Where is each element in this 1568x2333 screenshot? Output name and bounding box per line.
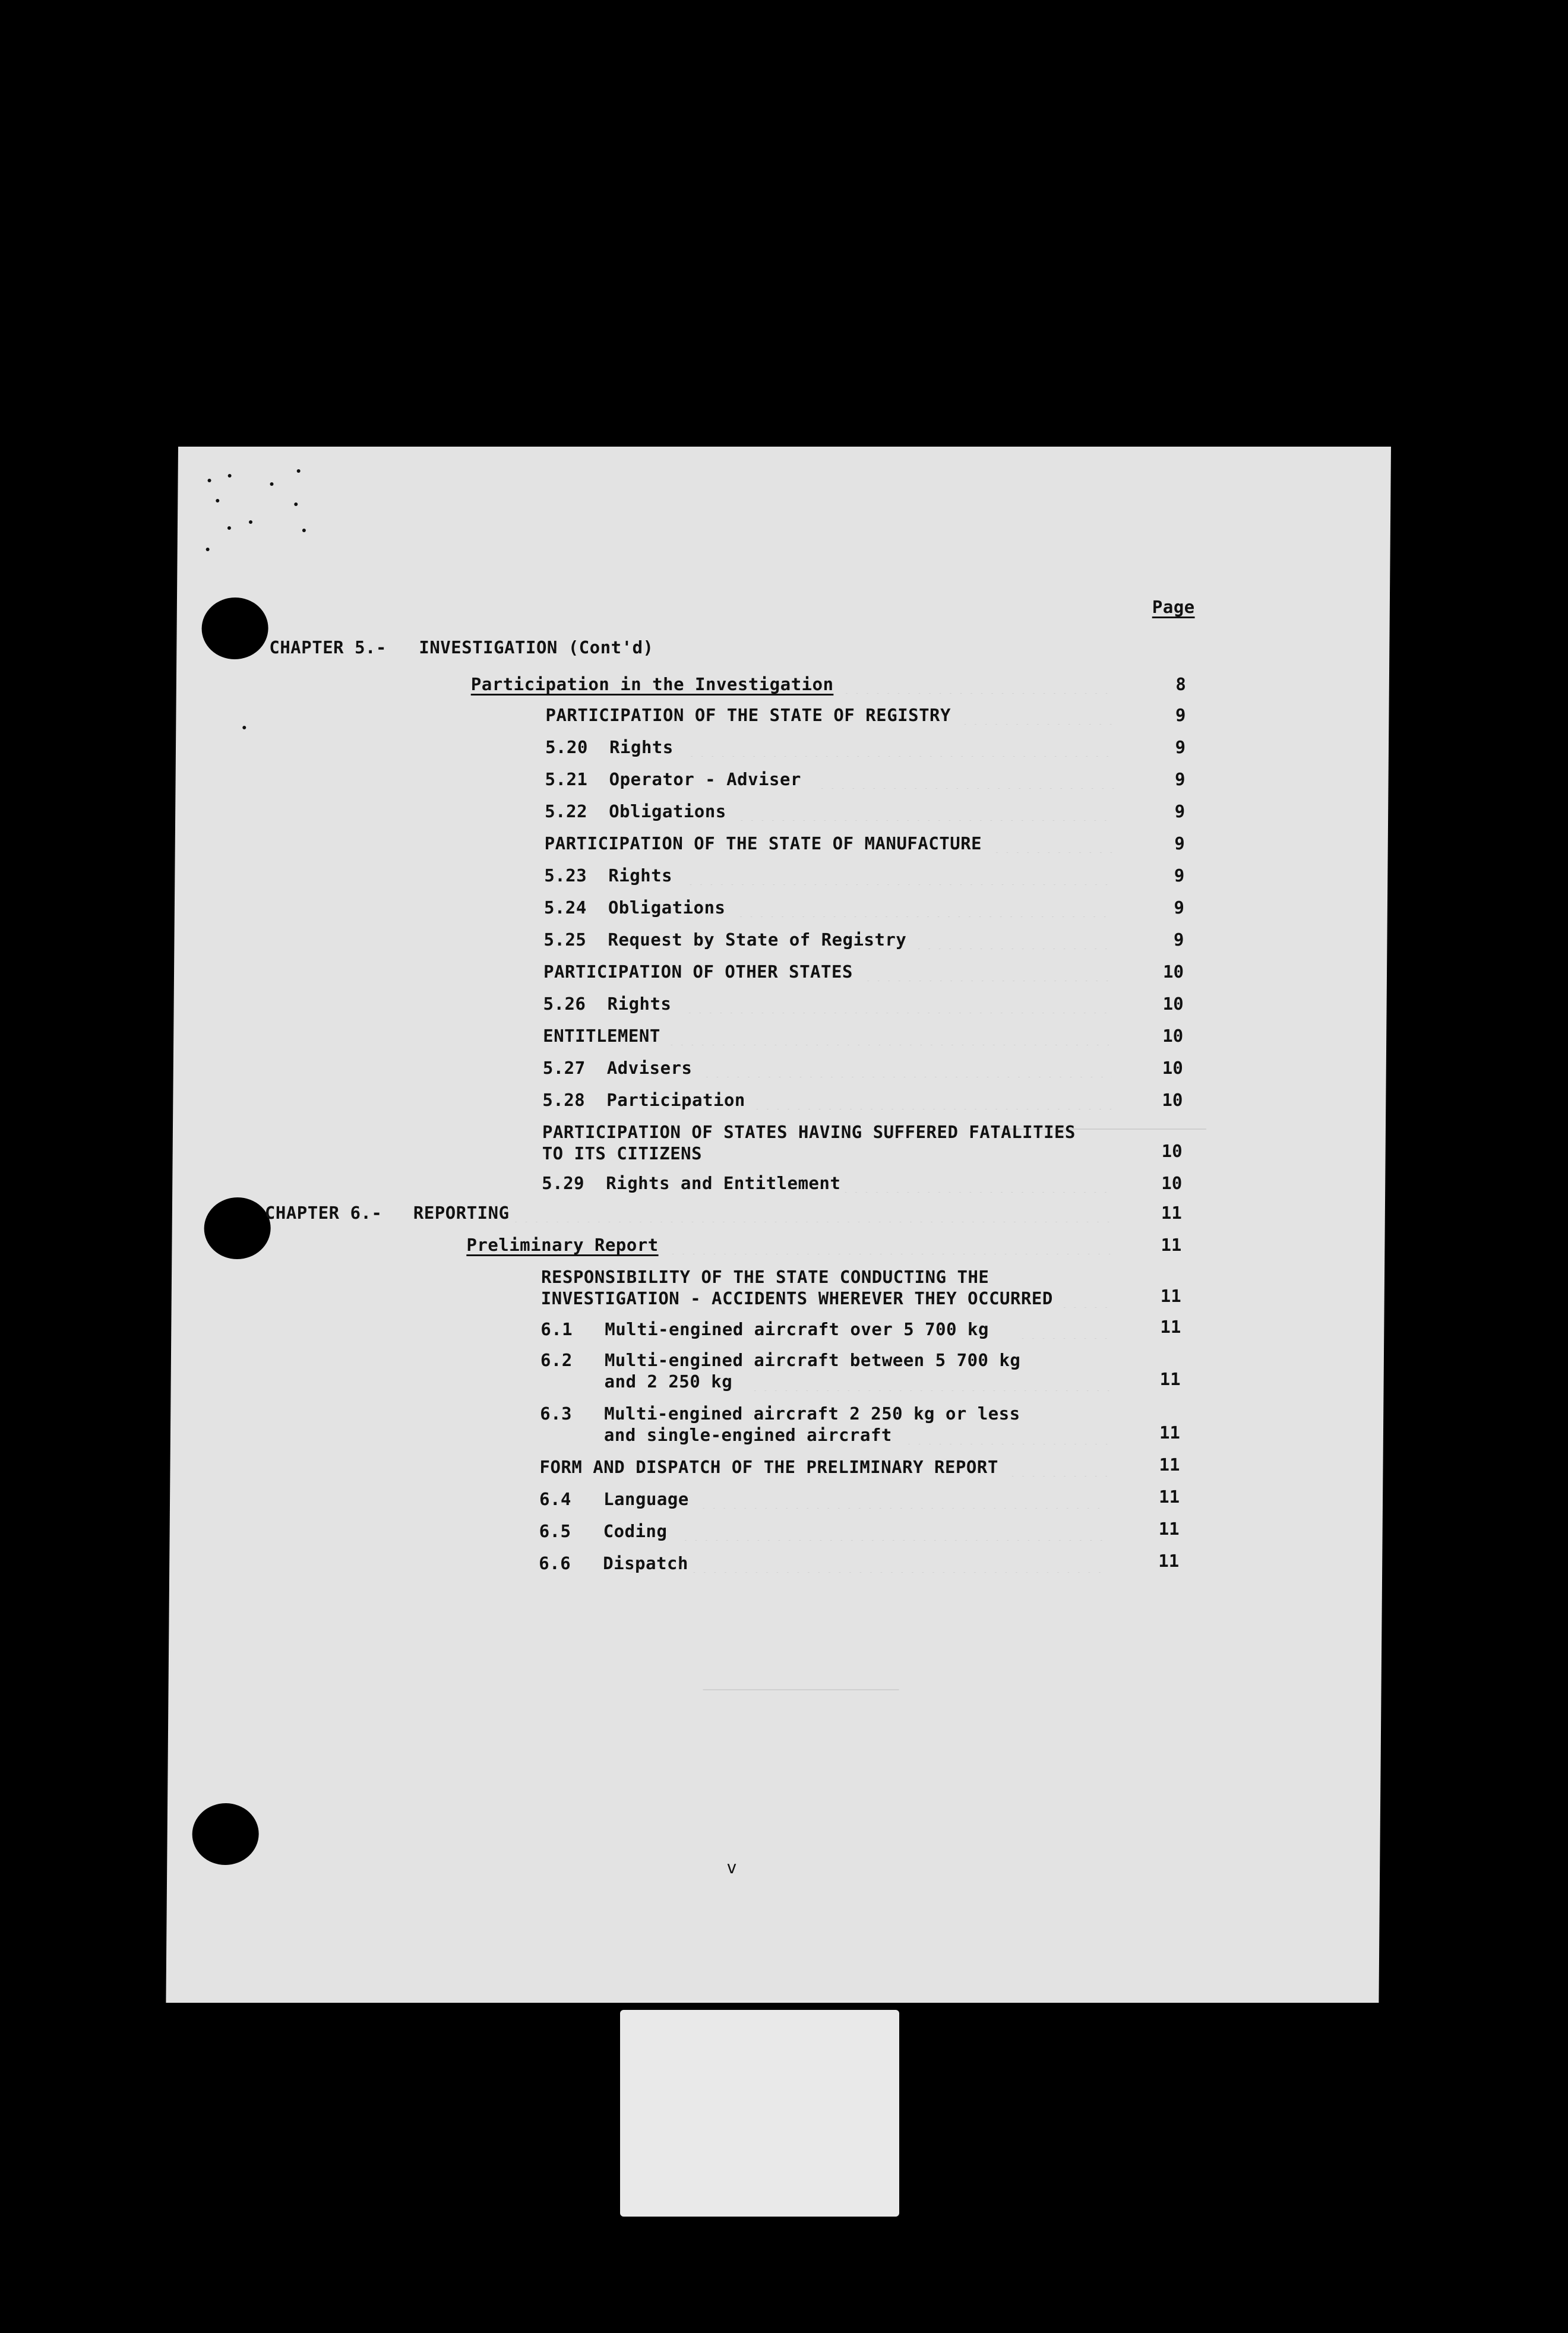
page-number: 11 [1161, 1235, 1182, 1255]
dot-leader [689, 1553, 1108, 1573]
dot-leader [702, 1057, 1112, 1077]
page-number: 9 [1174, 897, 1185, 918]
entry-number: 6.6 [539, 1553, 571, 1573]
entry-number: 5.28 [542, 1090, 586, 1110]
entry-number: 5.26 [543, 994, 586, 1014]
chapter-label: CHAPTER 5.- [269, 637, 387, 657]
entry-title: Multi-engined aircraft 2 250 kg or less [604, 1403, 1020, 1424]
paper-speck [242, 726, 246, 729]
section-heading: Participation in the Investigation [470, 674, 834, 694]
punch-hole-top [201, 598, 268, 659]
paper-speck [206, 548, 210, 551]
entry-title: Rights [607, 994, 672, 1014]
entry-number: 6.3 [540, 1403, 573, 1424]
dot-leader [817, 769, 1114, 789]
dot-leader [842, 674, 1115, 694]
subsection-heading: PARTICIPATION OF THE STATE OF REGISTRY [545, 705, 951, 725]
page-number: 10 [1162, 994, 1184, 1014]
entry-title-continued: and 2 250 kg [604, 1371, 733, 1392]
page-number: 10 [1162, 1026, 1184, 1046]
dot-leader [1007, 1456, 1108, 1477]
dot-leader [840, 1172, 1114, 1193]
paper-speck [270, 482, 273, 486]
dot-leader [736, 897, 1113, 917]
page-number: 10 [1162, 1058, 1183, 1078]
chapter-label: CHAPTER 6.- [264, 1203, 382, 1223]
entry-title: Rights [608, 865, 673, 886]
dot-leader [960, 704, 1114, 725]
subsection-heading: ENTITLEMENT [543, 1026, 660, 1046]
page-number: 11 [1160, 1317, 1181, 1337]
subsection-heading: PARTICIPATION OF OTHER STATES [543, 962, 853, 982]
paper-speck [228, 474, 232, 478]
dot-leader [752, 1089, 1111, 1109]
page-column-header: Page [1152, 597, 1195, 617]
entry-number: 5.21 [545, 769, 588, 789]
paper-speck [208, 479, 211, 482]
paper-speck [302, 529, 306, 532]
page-number: 11 [1161, 1203, 1183, 1223]
page-number: 10 [1162, 1090, 1183, 1110]
entry-number: 6.5 [539, 1521, 571, 1541]
subsection-heading-continued: INVESTIGATION - ACCIDENTS WHEREVER THEY OCCURRED [540, 1288, 1053, 1308]
dot-leader [992, 833, 1114, 853]
page-number: 9 [1174, 801, 1186, 821]
page-number: 8 [1175, 674, 1186, 694]
paper-speck [227, 526, 231, 530]
page-number: 11 [1159, 1369, 1181, 1389]
dot-leader [913, 929, 1112, 949]
subsection-heading-continued: TO ITS CITIZENS [542, 1143, 703, 1164]
subsection-heading: FORM AND DISPATCH OF THE PRELIMINARY REPORT [539, 1457, 998, 1477]
entry-number: 5.20 [545, 737, 589, 757]
entry-title: Obligations [609, 801, 726, 821]
page-number: 9 [1174, 865, 1185, 886]
paper-speck [249, 520, 252, 524]
entry-title: Participation [606, 1090, 745, 1110]
entry-number: 5.24 [543, 897, 587, 918]
dot-leader [668, 1234, 1110, 1254]
entry-number: 5.29 [542, 1173, 585, 1193]
page-number: 9 [1174, 769, 1186, 789]
entry-number: 6.4 [539, 1489, 572, 1509]
dot-leader [698, 1488, 1108, 1509]
paper-speck [294, 502, 298, 506]
entry-title-continued: and single-engined aircraft [603, 1425, 892, 1445]
blank-target-card [620, 2010, 899, 2217]
document-page [166, 447, 1391, 2003]
page-number: 11 [1160, 1286, 1181, 1306]
paper-speck [297, 469, 301, 473]
entry-title: Coding [603, 1521, 668, 1541]
dot-leader [685, 865, 1113, 885]
entry-title: Operator - Adviser [609, 769, 802, 789]
entry-number: 6.2 [540, 1350, 573, 1370]
entry-title: Rights and Entitlement [606, 1173, 841, 1193]
page-footer-numeral: v [726, 1857, 738, 1877]
dot-leader [666, 1025, 1112, 1045]
entry-number: 6.1 [540, 1319, 573, 1339]
dot-leader [736, 801, 1114, 821]
entry-number: 5.22 [545, 801, 588, 821]
dot-leader [511, 1202, 1111, 1222]
page-number: 11 [1159, 1422, 1181, 1443]
entry-title: Rights [609, 737, 674, 757]
dot-leader [863, 961, 1112, 981]
page-number: 11 [1158, 1519, 1180, 1539]
subsection-heading: RESPONSIBILITY OF THE STATE CONDUCTING THE [540, 1267, 990, 1287]
dot-leader [750, 1371, 1109, 1391]
page-number: 11 [1158, 1551, 1180, 1571]
entry-title: Request by State of Registry [608, 930, 907, 950]
bleed-through-mark [703, 1689, 899, 1690]
dot-leader [685, 993, 1112, 1013]
page-number: 11 [1159, 1455, 1180, 1475]
entry-number: 5.27 [542, 1058, 586, 1078]
punch-hole-bottom [192, 1803, 259, 1865]
dot-leader [681, 1520, 1108, 1541]
chapter-title: REPORTING [413, 1203, 510, 1223]
entry-title: Dispatch [603, 1553, 689, 1573]
entry-title: Multi-engined aircraft over 5 700 kg [605, 1319, 990, 1339]
page-number: 10 [1163, 962, 1184, 982]
paper-speck [216, 499, 219, 502]
entry-number: 5.25 [543, 930, 587, 950]
entry-title: Multi-engined aircraft between 5 700 kg [604, 1350, 1021, 1370]
page-number: 9 [1173, 930, 1184, 950]
entry-number: 5.23 [544, 865, 587, 886]
dot-leader [687, 736, 1114, 757]
section-heading: Preliminary Report [466, 1235, 659, 1255]
page-number: 11 [1159, 1487, 1180, 1507]
subsection-heading: PARTICIPATION OF STATES HAVING SUFFERED FATALITIES [542, 1122, 1076, 1142]
page-number: 9 [1175, 705, 1186, 725]
dot-leader [1017, 1319, 1109, 1339]
page-number: 10 [1161, 1141, 1183, 1161]
subsection-heading: PARTICIPATION OF THE STATE OF MANUFACTURE [544, 833, 982, 853]
chapter-title: INVESTIGATION (Cont'd) [419, 637, 654, 657]
entry-title: Obligations [608, 897, 726, 918]
page-number: 10 [1161, 1173, 1183, 1193]
page-number: 9 [1175, 737, 1186, 757]
punch-hole-middle [204, 1197, 271, 1259]
dot-leader [1060, 1288, 1110, 1308]
page-number: 9 [1174, 833, 1185, 853]
entry-title: Advisers [606, 1058, 693, 1078]
entry-title: Language [603, 1489, 689, 1509]
dot-leader [904, 1424, 1109, 1444]
